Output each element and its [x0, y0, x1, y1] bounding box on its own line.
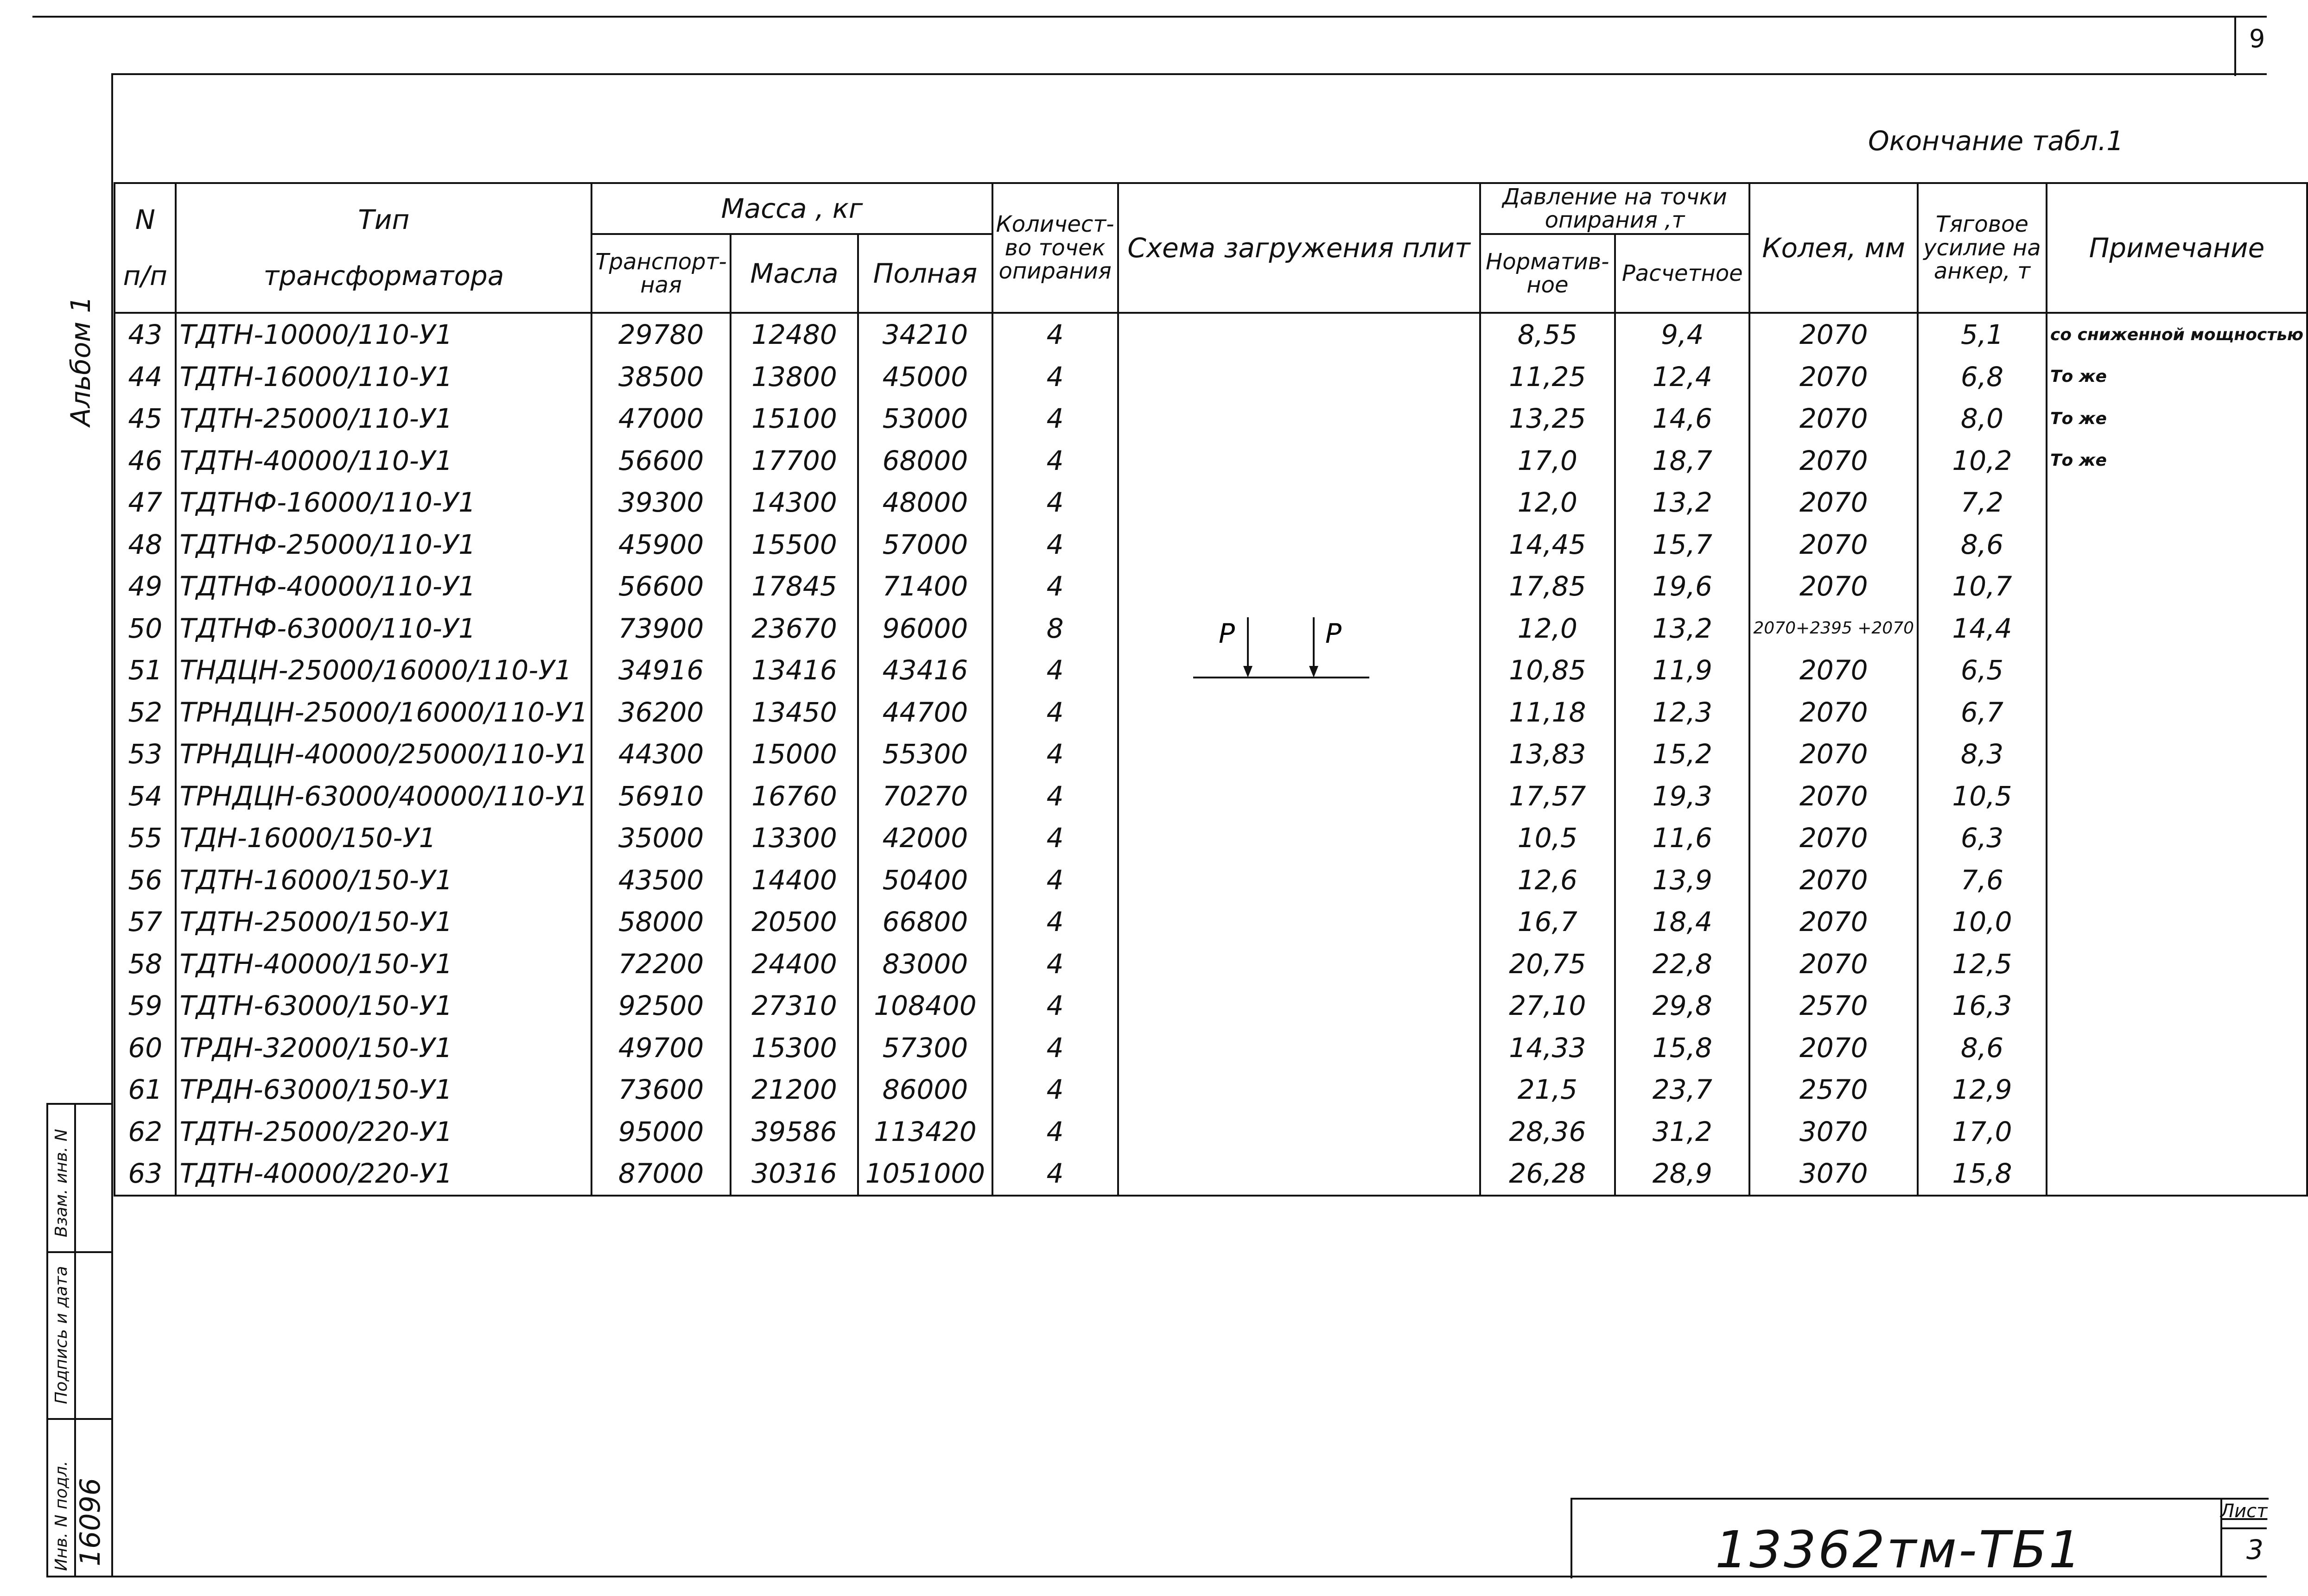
cell-points: 4 [992, 691, 1118, 734]
cell-gauge: 2070 [1749, 313, 1918, 356]
cell-oil: 14300 [731, 481, 858, 524]
album-label: Альбом 1 [65, 296, 96, 426]
cell-norm: 20,75 [1480, 943, 1615, 985]
cell-oil: 14400 [731, 859, 858, 901]
cell-gauge: 2070 [1749, 565, 1918, 608]
cell-note [2047, 565, 2307, 608]
cell-traction: 12,9 [1918, 1069, 2047, 1111]
cell-oil: 17700 [731, 440, 858, 482]
inner-top-line [111, 73, 2267, 75]
cell-note [2047, 1027, 2307, 1069]
cell-calc: 29,8 [1615, 985, 1749, 1027]
cell-oil: 13800 [731, 356, 858, 398]
cell-calc: 31,2 [1615, 1111, 1749, 1153]
cell-type: ТРНДЦН-25000/16000/110-У1 [176, 691, 591, 734]
cell-full: 42000 [858, 817, 992, 859]
cell-gauge: 2070 [1749, 398, 1918, 440]
cell-traction: 14,4 [1918, 608, 2047, 650]
cell-transport: 45900 [591, 524, 730, 566]
cell-oil: 13300 [731, 817, 858, 859]
cell-transport: 56600 [591, 440, 730, 482]
cell-full: 53000 [858, 398, 992, 440]
left-frame-line [111, 73, 113, 1577]
cell-type: ТРНДЦН-63000/40000/110-У1 [176, 775, 591, 817]
cell-oil: 13450 [731, 691, 858, 734]
cell-note [2047, 649, 2307, 691]
cell-gauge: 2070 [1749, 356, 1918, 398]
cell-full: 86000 [858, 1069, 992, 1111]
cell-calc: 13,2 [1615, 608, 1749, 650]
cell-points: 4 [992, 398, 1118, 440]
cell-points: 4 [992, 1027, 1118, 1069]
loading-scheme-diagram [1119, 314, 1480, 1194]
pressure-calc-header: Расчетное [1615, 234, 1749, 313]
cell-norm: 12,0 [1480, 608, 1615, 650]
cell-gauge: 3070 [1749, 1153, 1918, 1196]
cell-norm: 26,28 [1480, 1153, 1615, 1196]
load-label-left: Р [1218, 618, 1235, 649]
cell-n: 44 [114, 356, 176, 398]
cell-note [2047, 481, 2307, 524]
cell-n: 47 [114, 481, 176, 524]
cell-calc: 19,6 [1615, 565, 1749, 608]
cell-norm: 17,0 [1480, 440, 1615, 482]
cell-full: 113420 [858, 1111, 992, 1153]
cell-note [2047, 859, 2307, 901]
cell-traction: 10,5 [1918, 775, 2047, 817]
cell-type: ТДТНФ-63000/110-У1 [176, 608, 591, 650]
points-header: Количест-во точек опирания [992, 183, 1118, 313]
cell-n: 48 [114, 524, 176, 566]
cell-oil: 17845 [731, 565, 858, 608]
cell-oil: 27310 [731, 985, 858, 1027]
top-border-line [32, 16, 2267, 18]
sheet-num: 3 [2246, 1534, 2263, 1565]
cell-full: 57000 [858, 524, 992, 566]
cell-norm: 12,0 [1480, 481, 1615, 524]
cell-full: 71400 [858, 565, 992, 608]
cell-n: 43 [114, 313, 176, 356]
cell-norm: 21,5 [1480, 1069, 1615, 1111]
cell-transport: 73900 [591, 608, 730, 650]
sheet-number: 9 [2249, 24, 2265, 53]
cell-transport: 34916 [591, 649, 730, 691]
cell-points: 4 [992, 775, 1118, 817]
cell-oil: 20500 [731, 901, 858, 943]
cell-norm: 14,33 [1480, 1027, 1615, 1069]
cell-full: 43416 [858, 649, 992, 691]
cell-oil: 16760 [731, 775, 858, 817]
cell-type: ТДТН-40000/150-У1 [176, 943, 591, 985]
mass-oil-header: Масла [731, 234, 858, 313]
load-label-right: Р [1325, 618, 1342, 649]
cell-oil: 30316 [731, 1153, 858, 1196]
cell-n: 51 [114, 649, 176, 691]
cell-calc: 19,3 [1615, 775, 1749, 817]
cell-n: 45 [114, 398, 176, 440]
cell-calc: 15,8 [1615, 1027, 1749, 1069]
cell-n: 58 [114, 943, 176, 985]
cell-note: со сниженной мощностью [2047, 313, 2307, 356]
cell-gauge: 2070 [1749, 1027, 1918, 1069]
cell-gauge: 2070+2395 +2070 [1749, 608, 1918, 650]
cell-traction: 12,5 [1918, 943, 2047, 985]
cell-note [2047, 985, 2307, 1027]
cell-traction: 16,3 [1918, 985, 2047, 1027]
cell-norm: 27,10 [1480, 985, 1615, 1027]
cell-transport: 87000 [591, 1153, 730, 1196]
cell-note [2047, 943, 2307, 985]
cell-full: 1051000 [858, 1153, 992, 1196]
cell-points: 4 [992, 1111, 1118, 1153]
cell-full: 96000 [858, 608, 992, 650]
sheet-corner-line [2234, 16, 2236, 76]
cell-points: 4 [992, 649, 1118, 691]
cell-oil: 21200 [731, 1069, 858, 1111]
inv-original-label: Инв. N подл. [52, 1461, 71, 1571]
cell-points: 4 [992, 1153, 1118, 1196]
cell-norm: 11,25 [1480, 356, 1615, 398]
cell-full: 83000 [858, 943, 992, 985]
cell-gauge: 2070 [1749, 733, 1918, 775]
cell-norm: 28,36 [1480, 1111, 1615, 1153]
side-stamp-sep2-line [46, 1418, 112, 1420]
cell-points: 4 [992, 481, 1118, 524]
cell-note [2047, 524, 2307, 566]
cell-type: ТДТН-25000/150-У1 [176, 901, 591, 943]
cell-calc: 23,7 [1615, 1069, 1749, 1111]
cell-note [2047, 817, 2307, 859]
cell-transport: 36200 [591, 691, 730, 734]
title-block-sheet-line [2220, 1527, 2267, 1529]
cell-gauge: 2070 [1749, 901, 1918, 943]
cell-transport: 29780 [591, 313, 730, 356]
cell-transport: 38500 [591, 356, 730, 398]
cell-full: 50400 [858, 859, 992, 901]
cell-calc: 11,6 [1615, 817, 1749, 859]
cell-transport: 49700 [591, 1027, 730, 1069]
cell-calc: 12,4 [1615, 356, 1749, 398]
cell-type: ТНДЦН-25000/16000/110-У1 [176, 649, 591, 691]
cell-gauge: 2070 [1749, 691, 1918, 734]
cell-type: ТДТН-25000/110-У1 [176, 398, 591, 440]
traction-header: Тяговое усилие на анкер, т [1918, 183, 2047, 313]
cell-type: ТДТН-25000/220-У1 [176, 1111, 591, 1153]
cell-type: ТДТНФ-40000/110-У1 [176, 565, 591, 608]
cell-type: ТДТН-40000/220-У1 [176, 1153, 591, 1196]
cell-type: ТДТН-63000/150-У1 [176, 985, 591, 1027]
cell-transport: 39300 [591, 481, 730, 524]
cell-norm: 14,45 [1480, 524, 1615, 566]
cell-points: 4 [992, 440, 1118, 482]
cell-full: 70270 [858, 775, 992, 817]
cell-n: 59 [114, 985, 176, 1027]
cell-norm: 10,85 [1480, 649, 1615, 691]
cell-traction: 6,5 [1918, 649, 2047, 691]
side-stamp-sep1-line [46, 1251, 112, 1253]
cell-calc: 28,9 [1615, 1153, 1749, 1196]
cell-type: ТРДН-63000/150-У1 [176, 1069, 591, 1111]
cell-calc: 11,9 [1615, 649, 1749, 691]
cell-full: 57300 [858, 1027, 992, 1069]
cell-points: 4 [992, 901, 1118, 943]
cell-transport: 43500 [591, 859, 730, 901]
side-stamp-top-line [46, 1103, 112, 1105]
cell-n: 60 [114, 1027, 176, 1069]
cell-traction: 6,8 [1918, 356, 2047, 398]
cell-calc: 12,3 [1615, 691, 1749, 734]
cell-oil: 15300 [731, 1027, 858, 1069]
signature-date-label: Подпись и дата [52, 1266, 71, 1404]
cell-norm: 12,6 [1480, 859, 1615, 901]
cell-n: 56 [114, 859, 176, 901]
inv-replacement-label: Взам. инв. N [52, 1129, 71, 1237]
cell-type: ТДН-16000/150-У1 [176, 817, 591, 859]
cell-calc: 22,8 [1615, 943, 1749, 985]
cell-n: 46 [114, 440, 176, 482]
cell-points: 8 [992, 608, 1118, 650]
cell-transport: 73600 [591, 1069, 730, 1111]
cell-calc: 13,2 [1615, 481, 1749, 524]
mass-transport-header: Транспорт-ная [591, 234, 730, 313]
cell-points: 4 [992, 565, 1118, 608]
cell-gauge: 2070 [1749, 859, 1918, 901]
cell-n: 50 [114, 608, 176, 650]
cell-calc: 13,9 [1615, 859, 1749, 901]
cell-traction: 10,0 [1918, 901, 2047, 943]
cell-type: ТДТНФ-16000/110-У1 [176, 481, 591, 524]
cell-traction: 15,8 [1918, 1153, 2047, 1196]
cell-norm: 8,55 [1480, 313, 1615, 356]
cell-transport: 56600 [591, 565, 730, 608]
cell-n: 63 [114, 1153, 176, 1196]
cell-n: 54 [114, 775, 176, 817]
cell-traction: 5,1 [1918, 313, 2047, 356]
cell-full: 44700 [858, 691, 992, 734]
cell-traction: 6,7 [1918, 691, 2047, 734]
cell-n: 55 [114, 817, 176, 859]
table-row [114, 313, 2307, 356]
cell-type: ТДТН-16000/150-У1 [176, 859, 591, 901]
cell-norm: 10,5 [1480, 817, 1615, 859]
cell-type: ТДТН-40000/110-У1 [176, 440, 591, 482]
cell-n: 52 [114, 691, 176, 734]
cell-traction: 8,0 [1918, 398, 2047, 440]
cell-oil: 23670 [731, 608, 858, 650]
document-code: 13362тм-ТБ1 [1715, 1520, 2083, 1579]
pressure-norm-header: Норматив-ное [1480, 234, 1615, 313]
cell-transport: 47000 [591, 398, 730, 440]
cell-transport: 58000 [591, 901, 730, 943]
cell-oil: 15500 [731, 524, 858, 566]
cell-note: То же [2047, 398, 2307, 440]
cell-note [2047, 901, 2307, 943]
cell-n: 49 [114, 565, 176, 608]
cell-transport: 72200 [591, 943, 730, 985]
cell-oil: 12480 [731, 313, 858, 356]
cell-type: ТРНДЦН-40000/25000/110-У1 [176, 733, 591, 775]
cell-gauge: 3070 [1749, 1111, 1918, 1153]
cell-full: 48000 [858, 481, 992, 524]
cell-traction: 10,2 [1918, 440, 2047, 482]
cell-points: 4 [992, 1069, 1118, 1111]
cell-gauge: 2070 [1749, 943, 1918, 985]
mass-group-header: Масса , кг [591, 183, 992, 234]
note-header: Примечание [2047, 183, 2307, 313]
sheet-label: Лист [2220, 1501, 2268, 1522]
pressure-group-header: Давление на точки опирания ,т [1480, 183, 1750, 234]
type-header: Тип трансформатора [176, 183, 591, 313]
cell-traction: 6,3 [1918, 817, 2047, 859]
cell-oil: 15000 [731, 733, 858, 775]
cell-gauge: 2070 [1749, 775, 1918, 817]
scheme-header: Схема загружения плит [1118, 183, 1480, 313]
cell-calc: 15,7 [1615, 524, 1749, 566]
cell-type: ТРДН-32000/150-У1 [176, 1027, 591, 1069]
cell-n: 61 [114, 1069, 176, 1111]
cell-transport: 92500 [591, 985, 730, 1027]
cell-type: ТДТН-10000/110-У1 [176, 313, 591, 356]
cell-points: 4 [992, 943, 1118, 985]
gauge-header: Колея, мм [1749, 183, 1918, 313]
cell-transport: 95000 [591, 1111, 730, 1153]
cell-n: 53 [114, 733, 176, 775]
cell-traction: 7,6 [1918, 859, 2047, 901]
cell-note [2047, 608, 2307, 650]
cell-traction: 8,3 [1918, 733, 2047, 775]
cell-oil: 15100 [731, 398, 858, 440]
num-header: N п/п [114, 183, 176, 313]
cell-type: ТДТН-16000/110-У1 [176, 356, 591, 398]
cell-norm: 17,57 [1480, 775, 1615, 817]
cell-gauge: 2070 [1749, 481, 1918, 524]
inv-number-handwritten: 16096 [74, 1478, 107, 1566]
side-stamp-left-line [46, 1103, 48, 1577]
cell-oil: 39586 [731, 1111, 858, 1153]
cell-gauge: 2570 [1749, 985, 1918, 1027]
cell-full: 45000 [858, 356, 992, 398]
cell-traction: 10,7 [1918, 565, 2047, 608]
cell-gauge: 2070 [1749, 524, 1918, 566]
cell-norm: 17,85 [1480, 565, 1615, 608]
cell-calc: 15,2 [1615, 733, 1749, 775]
cell-note [2047, 1069, 2307, 1111]
cell-calc: 9,4 [1615, 313, 1749, 356]
cell-full: 66800 [858, 901, 992, 943]
cell-traction: 17,0 [1918, 1111, 2047, 1153]
cell-calc: 18,4 [1615, 901, 1749, 943]
cell-gauge: 2070 [1749, 817, 1918, 859]
cell-calc: 18,7 [1615, 440, 1749, 482]
cell-traction: 8,6 [1918, 1027, 2047, 1069]
cell-points: 4 [992, 733, 1118, 775]
cell-transport: 56910 [591, 775, 730, 817]
mass-full-header: Полная [858, 234, 992, 313]
cell-note [2047, 733, 2307, 775]
cell-norm: 16,7 [1480, 901, 1615, 943]
cell-norm: 11,18 [1480, 691, 1615, 734]
cell-note [2047, 1153, 2307, 1196]
cell-points: 4 [992, 313, 1118, 356]
cell-gauge: 2570 [1749, 1069, 1918, 1111]
cell-n: 57 [114, 901, 176, 943]
cell-note [2047, 775, 2307, 817]
cell-note: То же [2047, 356, 2307, 398]
cell-oil: 24400 [731, 943, 858, 985]
cell-note [2047, 691, 2307, 734]
table-tail-title: Окончание табл.1 [1868, 125, 2124, 157]
cell-note: То же [2047, 440, 2307, 482]
cell-transport: 35000 [591, 817, 730, 859]
cell-type: ТДТНФ-25000/110-У1 [176, 524, 591, 566]
cell-traction: 7,2 [1918, 481, 2047, 524]
cell-gauge: 2070 [1749, 649, 1918, 691]
cell-points: 4 [992, 524, 1118, 566]
cell-calc: 14,6 [1615, 398, 1749, 440]
cell-gauge: 2070 [1749, 440, 1918, 482]
loading-scheme-cell [1118, 313, 1480, 1196]
cell-traction: 8,6 [1918, 524, 2047, 566]
cell-norm: 13,83 [1480, 733, 1615, 775]
cell-points: 4 [992, 859, 1118, 901]
cell-full: 108400 [858, 985, 992, 1027]
cell-note [2047, 1111, 2307, 1153]
transformer-table [114, 182, 2308, 1197]
cell-points: 4 [992, 817, 1118, 859]
cell-transport: 44300 [591, 733, 730, 775]
cell-points: 4 [992, 356, 1118, 398]
cell-full: 55300 [858, 733, 992, 775]
cell-n: 62 [114, 1111, 176, 1153]
cell-points: 4 [992, 985, 1118, 1027]
cell-full: 68000 [858, 440, 992, 482]
cell-oil: 13416 [731, 649, 858, 691]
cell-full: 34210 [858, 313, 992, 356]
cell-norm: 13,25 [1480, 398, 1615, 440]
